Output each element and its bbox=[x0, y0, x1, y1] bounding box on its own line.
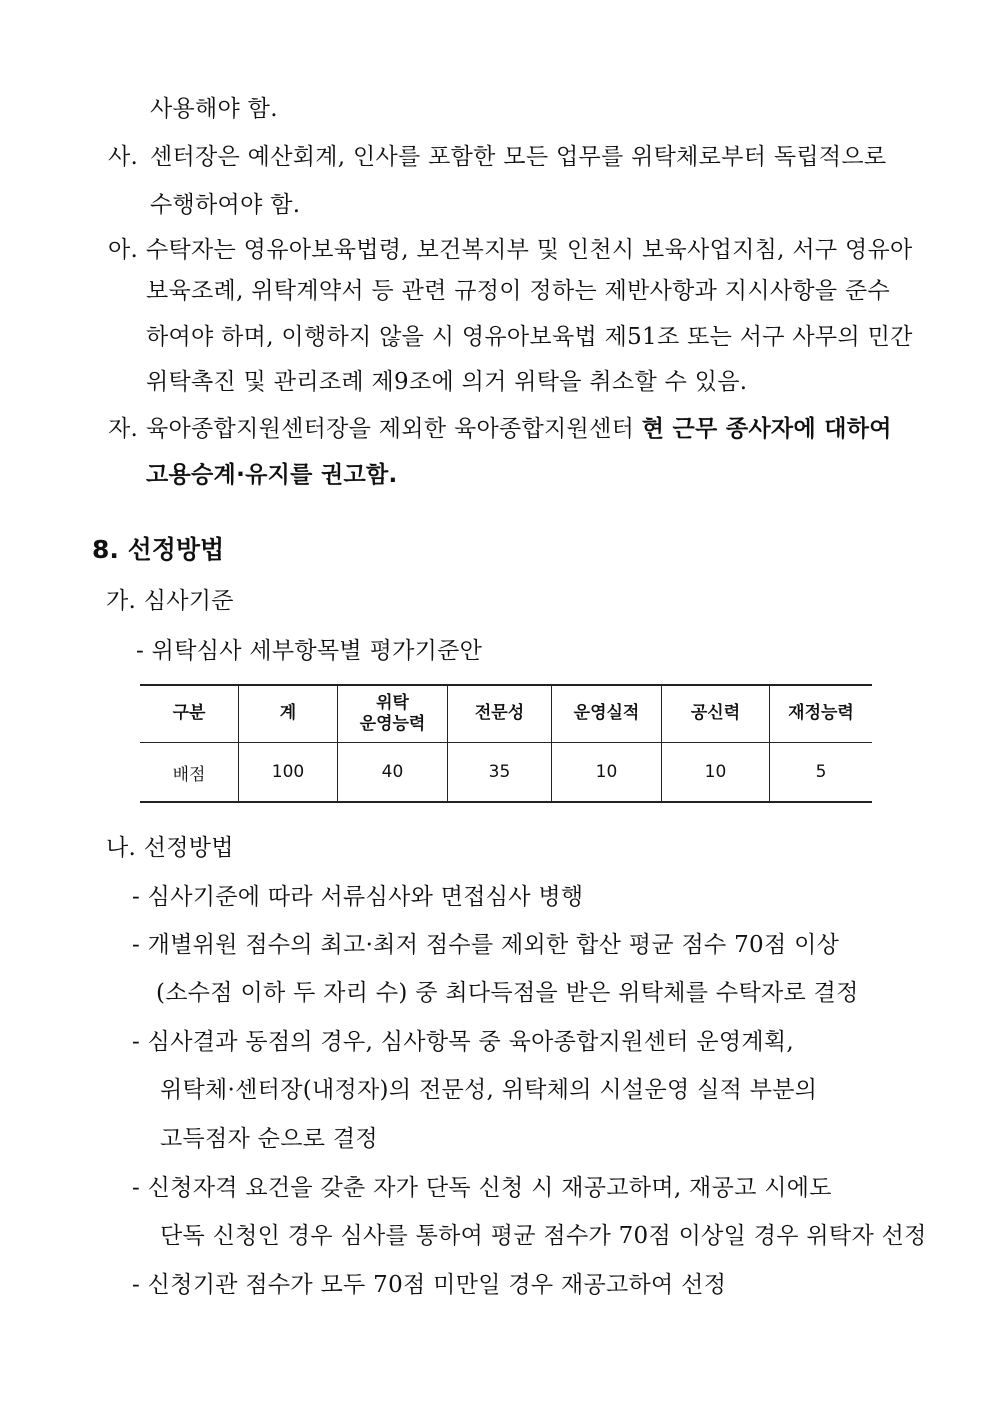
item-marker-ja: 자. bbox=[108, 416, 139, 442]
table-header-row bbox=[140, 685, 872, 743]
table-cell: 10 bbox=[552, 743, 662, 803]
text-line: 센터장은 예산회계, 인사를 포함한 모든 업무를 위탁체로부터 독립적으로 bbox=[150, 144, 887, 170]
table-header: 운영실적 bbox=[552, 685, 662, 743]
subsection-sub: - 위탁심사 세부항목별 평가기준안 bbox=[136, 638, 483, 664]
text-line: 수탁자는 영유아보육법령, 보건복지부 및 인천시 보육사업지침, 서구 영유아 bbox=[146, 237, 913, 263]
list-item-cont: 고득점자 순으로 결정 bbox=[160, 1126, 378, 1152]
header-line: 위탁 bbox=[376, 692, 409, 713]
text-bold: 현 근무 종사자에 대하여 bbox=[641, 416, 892, 442]
list-item: - 신청기관 점수가 모두 70점 미만일 경우 재공고하여 선정 bbox=[132, 1272, 727, 1298]
header-line: 운영능력 bbox=[359, 714, 426, 734]
score-table bbox=[140, 684, 872, 803]
text-line: 수행하여야 함. bbox=[150, 192, 301, 218]
table-header: 재정능력 bbox=[770, 685, 873, 743]
list-item: - 신청자격 요건을 갖춘 자가 단독 신청 시 재공고하며, 재공고 시에도 bbox=[132, 1175, 832, 1201]
subsection-label-ga: 가. 심사기준 bbox=[106, 588, 234, 614]
list-item: - 심사결과 동점의 경우, 심사항목 중 육아종합지원센터 운영계획, bbox=[132, 1029, 795, 1055]
text-line: 위탁촉진 및 관리조례 제9조에 의거 위탁을 취소할 수 있음. bbox=[146, 369, 748, 395]
table-header bbox=[338, 685, 448, 743]
text-bold-line: 고용승계·유지를 권고함. bbox=[146, 462, 398, 488]
table-cell: 배점 bbox=[140, 743, 239, 803]
item-marker-a: 아. bbox=[108, 237, 139, 263]
table-header: 전문성 bbox=[448, 685, 552, 743]
item-marker-sa: 사. bbox=[108, 144, 139, 170]
table-cell: 100 bbox=[239, 743, 338, 803]
text-line bbox=[146, 410, 892, 443]
list-item: - 개별위원 점수의 최고·최저 점수를 제외한 합산 평균 점수 70점 이상 bbox=[132, 932, 840, 958]
text-plain: 육아종합지원센터장을 제외한 육아종합지원센터 bbox=[146, 416, 642, 442]
table-cell: 10 bbox=[662, 743, 770, 803]
list-item-cont: 단독 신청인 경우 심사를 통하여 평균 점수가 70점 이상일 경우 위탁자 선정 bbox=[160, 1223, 927, 1249]
table-cell: 5 bbox=[770, 743, 873, 803]
table-header: 공신력 bbox=[662, 685, 770, 743]
list-item-cont: 위탁체·센터장(내정자)의 전문성, 위탁체의 시설운영 실적 부분의 bbox=[160, 1077, 818, 1103]
text-line: 보육조례, 위탁계약서 등 관련 규정이 정하는 제반사항과 지시사항을 준수 bbox=[146, 278, 891, 304]
list-item-cont: (소수점 이하 두 자리 수) 중 최다득점을 받은 위탁체를 수탁자로 결정 bbox=[156, 980, 859, 1006]
table-cell: 40 bbox=[338, 743, 448, 803]
list-item: - 심사기준에 따라 서류심사와 면접심사 병행 bbox=[132, 884, 584, 910]
table-row bbox=[140, 743, 872, 803]
subsection-label-na: 나. 선정방법 bbox=[106, 835, 234, 861]
table-header: 구분 bbox=[140, 685, 239, 743]
section-title: 8. 선정방법 bbox=[92, 535, 225, 564]
table-cell: 35 bbox=[448, 743, 552, 803]
text-line: 하여야 하며, 이행하지 않을 시 영유아보육법 제51조 또는 서구 사무의 민간 bbox=[146, 324, 913, 350]
table-header: 계 bbox=[239, 685, 338, 743]
text-line: 사용해야 함. bbox=[150, 96, 278, 122]
